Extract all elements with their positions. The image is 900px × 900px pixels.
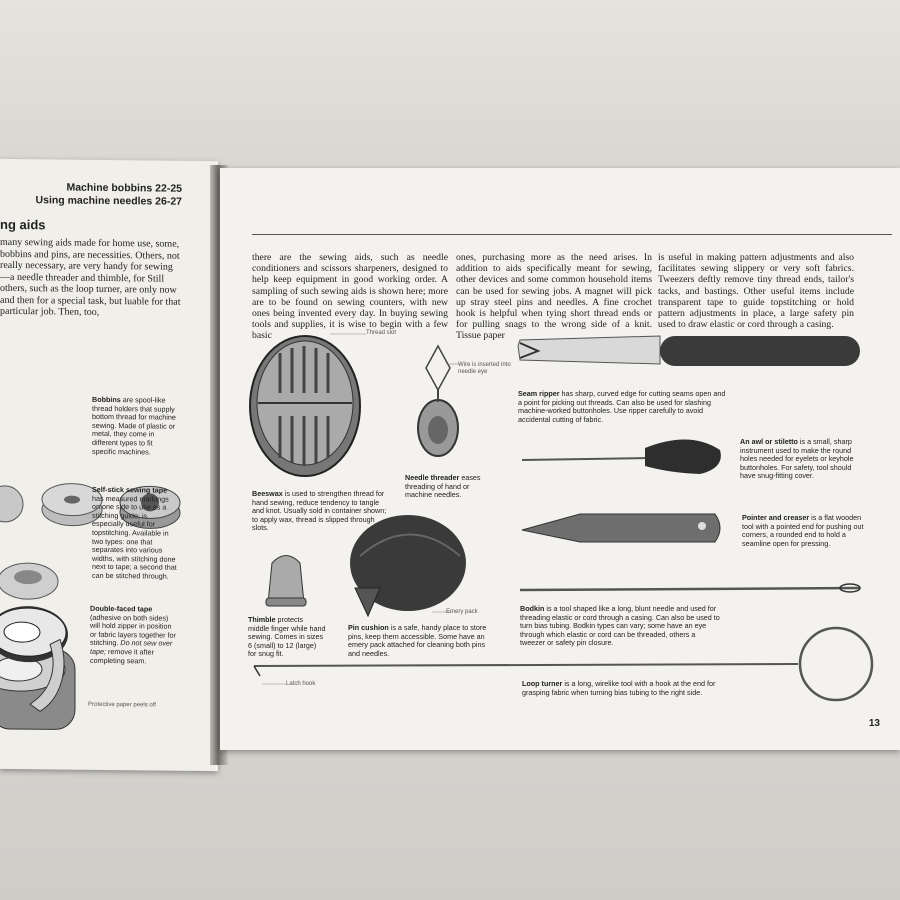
thimble-text: protects middle finger while hand sewing. Comes in sizes 6 (small) to 12 (large) for snug fit. xyxy=(248,615,326,659)
pin-cushion-caption xyxy=(348,624,488,658)
beeswax-caption xyxy=(252,490,392,533)
latch-hook-label: Latch hook xyxy=(286,681,316,687)
pin-cushion-text: is a safe, handy place to store pins, keep them accessible. Some have an emery pack attached for cleaning both pins and needles. xyxy=(348,623,487,658)
needle-threader-caption xyxy=(405,474,485,500)
sewing-tape-caption xyxy=(92,486,178,581)
pointer-creaser-caption xyxy=(742,514,867,548)
pointer-creaser-illustration xyxy=(522,514,720,542)
bobbins-caption xyxy=(92,396,176,457)
left-intro-text: many sewing aids made for home use, some, bobbins and pins, are necessities. Others, not really necessary, are very handy for sewing—a needle threader and thimble, for Still others, such as the loop turner, are only now and then for a special task, but luable for that particular job. Then, too, xyxy=(0,236,181,318)
needle-threader-text: eases threading of hand or machine needles. xyxy=(405,473,481,500)
page-number: 13 xyxy=(868,718,880,729)
right-page xyxy=(220,168,900,750)
pin-cushion-title: Pin cushion xyxy=(348,623,389,632)
cross-ref-needles: Using machine needles 26-27 xyxy=(35,194,182,208)
left-page xyxy=(0,159,218,771)
awl-illustration xyxy=(522,439,721,474)
loop-turner-text: is a long, wirelike tool with a hook at the end for grasping fabric when turning bias tubing to the right side. xyxy=(522,679,716,697)
pointer-creaser-text: is a flat wooden tool with a pointed end for pushing out corners, a rounded end to hold a seamline open for pressing. xyxy=(742,513,864,548)
thimble-illustration xyxy=(266,556,306,607)
bobbins-text: are spool-like thread holders that supply bottom thread for machine sewing. Made of plastic or metal, they come in different types to fit specific machines. xyxy=(92,395,176,456)
double-tape-illustration xyxy=(0,599,100,730)
body-column-2: ones, purchasing more as the need arises. In addition to aids specifically meant for sewing, other devices and some common household items can be used for sewing jobs. A magnet will pick up stray steel pins and needles. A fine crochet hook is helpful when tying short thread ends or for pulling snags to the wrong side of a knit. Tissue paper xyxy=(456,252,652,342)
pointer-creaser-title: Pointer and creaser xyxy=(742,513,810,522)
thimble-title: Thimble xyxy=(248,615,276,624)
protective-paper-label: Protective paper peels off xyxy=(88,701,156,709)
seam-ripper-illustration xyxy=(518,336,860,366)
emery-pack-label: Emery pack xyxy=(446,609,478,615)
bodkin-text: is a tool shaped like a long, blunt needle and used for threading elastic or cord through a casing. Can also be used to turn bias tubing. Bodkin types can vary; some have an eye through which elastic or cord can be threaded, others a tweezer or safety pin closure. xyxy=(520,604,720,648)
beeswax-title: Beeswax xyxy=(252,489,283,498)
section-title: ng aids xyxy=(0,216,46,233)
bodkin-illustration xyxy=(520,584,860,592)
body-column-1: there are the sewing aids, such as needle conditioners and scissors sharpeners, designed to help keep equipment in good working order. A sampling of such sewing aids is shown here; more are to be found on sewing counters, with new ones being invented every day. In buying sewing tools and supplies, it is wise to begin with a few basic xyxy=(252,252,448,342)
needle-threader-title: Needle threader xyxy=(405,473,460,482)
seam-ripper-title: Seam ripper xyxy=(518,389,560,398)
body-column-3: is useful in making pattern adjustments and also facilitates sewing slippery or very soft fabrics. Tweezers deftly remove tiny thread ends, tailor's tacks, and bastings. Other useful items include transparent tape to guide topstitching or hold pattern adjustments in place, a large safety pin used to draw elastic or cord through a casing. xyxy=(658,252,854,331)
bodkin-title: Bodkin xyxy=(520,604,545,613)
bobbins-title: Bobbins xyxy=(92,394,121,405)
double-tape-text: (adhesive on both sides) will hold zipper in position or fabric layers together for stitching. xyxy=(90,612,176,648)
wire-label: Wire is inserted into needle eye xyxy=(458,362,511,375)
thimble-caption xyxy=(248,616,326,659)
awl-text: is a small, sharp instrument used to make the round holes needed for eyelets or keyhole buttonholes. For safety, tool should have snug-fitting cover. xyxy=(740,437,854,481)
double-tape-warning: Do not sew over tape; xyxy=(90,638,173,656)
awl-caption xyxy=(740,438,865,481)
sewing-tape-text: has measured markings on one side to use as a stitching guide; is especially useful for topstitching. Available in two types: one that separates into various widths, with stitching done next to tape; a second that can be stitched through. xyxy=(92,493,177,581)
double-tape-title: Double-faced tape xyxy=(90,603,153,614)
double-tape-text-end: remove it after completing seam. xyxy=(90,646,154,665)
double-tape-caption xyxy=(90,605,176,666)
seam-ripper-caption xyxy=(518,390,728,424)
cross-ref-bobbins: Machine bobbins 22-25 xyxy=(66,181,182,195)
beeswax-text: is used to strengthen thread for hand sewing, reduce tendency to tangle and knot. Usually sold in container shown; to apply wax, thread is slipped through slots. xyxy=(252,489,387,533)
needle-threader-illustration xyxy=(418,346,458,456)
loop-turner-caption xyxy=(522,680,722,697)
bodkin-caption xyxy=(520,605,720,648)
loop-turner-title: Loop turner xyxy=(522,679,563,688)
thread-slot-label: Thread slot xyxy=(366,330,397,336)
cross-references xyxy=(36,181,182,209)
awl-title: An awl or stiletto xyxy=(740,437,798,446)
seam-ripper-text: has sharp, curved edge for cutting seams open and a point for picking out threads. Can also be used for slashing machine-worked buttonholes. Use ripper carefully to avoid accidental cutting of fabric. xyxy=(518,389,726,424)
beeswax-illustration xyxy=(250,336,360,476)
sewing-tape-title: Self-stick sewing tape xyxy=(92,484,168,495)
